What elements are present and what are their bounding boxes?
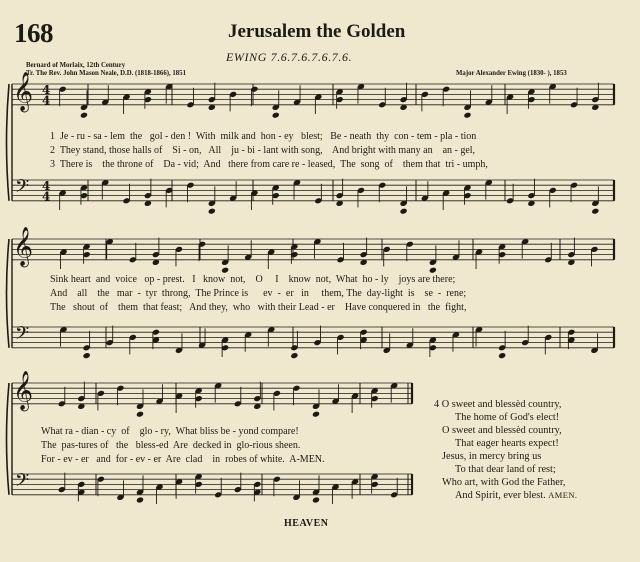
bass-clef-icon: 𝄢 (15, 176, 30, 202)
note-head (221, 267, 229, 274)
note-head (290, 352, 298, 359)
lyric-line: And all the mar - tyr throng, The Prince is ev - er in them, The day-light is se - rene; (50, 288, 467, 299)
treble-clef-icon: 𝄞 (13, 370, 34, 411)
note-head (591, 208, 599, 215)
stanza-number: 4 (434, 399, 440, 410)
stanza-line: O sweet and blessèd country, (442, 425, 562, 436)
hymn-title: Jerusalem the Golden (228, 21, 406, 42)
note-head (312, 496, 320, 503)
system-brace (7, 383, 10, 495)
amen: AMEN. (548, 490, 578, 500)
note-head (272, 112, 280, 119)
treble-clef-icon: 𝄞 (13, 226, 34, 267)
composer-credit: Major Alexander Ewing (1830- ), 1853 (456, 70, 567, 77)
lyric-line: The pas-tures of the bless-ed Are decked in glo-rious sheen. (41, 440, 301, 451)
stanza-line: Jesus, in mercy bring us (442, 451, 542, 462)
note-head (463, 112, 471, 119)
lyric-line: 2 They stand, those halls of Si - on, All ju - bi - lant with song, And bright with many an an - gel, (50, 145, 476, 156)
lyric-line: The shout of them that feast; And they, who with their Lead - er Have conquered in the fight, (50, 302, 467, 313)
note-head (83, 352, 91, 359)
system-brace (7, 84, 10, 201)
note-head (429, 267, 437, 274)
lyric-line: 1 Je - ru - sa - lem the gol - den ! With milk and hon - ey blest; Be - neath thy con - tem - pla - tion (50, 131, 477, 142)
stanza-line: The home of God's elect! (455, 412, 560, 423)
time-signature: 4 (42, 189, 51, 204)
section-heading: HEAVEN (284, 518, 329, 529)
stanza-line: Who art, with God the Father, (442, 477, 566, 488)
author-line-1: Bernard of Morlaix, 12th Century (26, 62, 126, 69)
stanza-line: And Spirit, ever blest. AMEN. (455, 490, 578, 501)
lyric-line: 3 There is the throne of Da - vid; And there from care re - leased, The song of them that tri - umph, (50, 159, 488, 170)
time-signature: 4 (42, 93, 51, 108)
time-signature: 4 (42, 82, 51, 97)
lyric-line: Sink heart and voice op - prest. I know not, O I know not, What ho - ly joys are there; (50, 274, 456, 285)
author-line-2: Tr. The Rev. John Mason Neale, D.D. (1818-1866), 1851 (26, 70, 186, 77)
note-head (136, 496, 144, 503)
lyric-line: What ra - dian - cy of glo - ry, What bliss be - yond compare! (41, 426, 299, 437)
note-head (400, 208, 408, 215)
note-head (312, 411, 320, 418)
note-head (80, 112, 88, 119)
note-head (208, 208, 216, 215)
note-head (498, 352, 506, 359)
stanza-line: 4 O sweet and blessèd country, (434, 399, 562, 410)
treble-clef-icon: 𝄞 (13, 71, 34, 112)
stanza-line: That eager hearts expect! (455, 438, 559, 449)
time-signature: 4 (42, 178, 51, 193)
note-head (136, 411, 144, 418)
bass-clef-icon: 𝄢 (15, 470, 30, 496)
tune-name: EWING 7.6.7.6.7.6.7.6. (226, 50, 353, 64)
hymn-number: 168 (14, 18, 53, 48)
system-brace (7, 239, 10, 348)
stanza-line: To that dear land of rest; (455, 464, 556, 475)
stanza-four (434, 398, 577, 502)
bass-clef-icon: 𝄢 (15, 323, 30, 349)
lyric-line: For - ev - er and for - ev - er Are clad in robes of white. A-MEN. (41, 454, 325, 465)
